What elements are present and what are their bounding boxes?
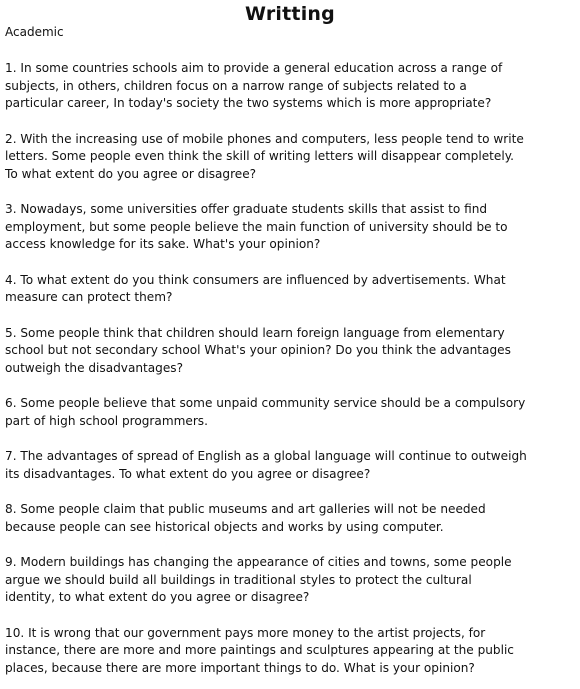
question-item: 9. Modern buildings has changing the appearance of cities and towns, some people argue we should build all buildings in traditional styles to protect the cultural identity, to what extent do you agree or disagree? <box>5 555 512 604</box>
question-item: 6. Some people believe that some unpaid community service should be a compulsory part of high school programmers. <box>5 396 526 428</box>
question-item: 5. Some people think that children should learn foreign language from elementary school but not secondary school What's your opinion? Do you think the advantages outweigh the disadvantages? <box>5 325 511 375</box>
question-item: 4. To what extent do you think consumers are influenced by advertisements. What measure can protect them? <box>5 272 506 304</box>
question-item: 10. It is wrong that our government pays more money to the artist projects, for instance, there are more and more paintings and sculptures appearing at the public places, because there are more important things to do. What is your opinion? <box>5 625 514 675</box>
question-item: 1. In some countries schools aim to provide a general education across a range of subjects, in others, children focus on a narrow range of subjects related to a particular career, In today's society the two systems which is more appropriate? <box>5 61 503 110</box>
question-item: 7. The advantages of spread of English as a global language will continue to outweigh its disadvantages. To what extent do you agree or disagree? <box>5 449 527 481</box>
question-list <box>5 60 577 677</box>
page-subtitle: Academic <box>5 25 64 39</box>
page-title: Writting <box>245 3 335 25</box>
question-item: 2. With the increasing use of mobile phones and computers, less people tend to write letters. Some people even think the skill of writing letters will disappear completely. To what extent do you agree or disagree? <box>5 131 524 181</box>
question-item: 3. Nowadays, some universities offer graduate students skills that assist to find employment, but some people believe the main function of university should be to access knowledge for its sake. What's your opinion? <box>5 202 508 251</box>
question-item: 8. Some people claim that public museums and art galleries will not be needed because people can see historical objects and works by using computer. <box>5 502 486 534</box>
